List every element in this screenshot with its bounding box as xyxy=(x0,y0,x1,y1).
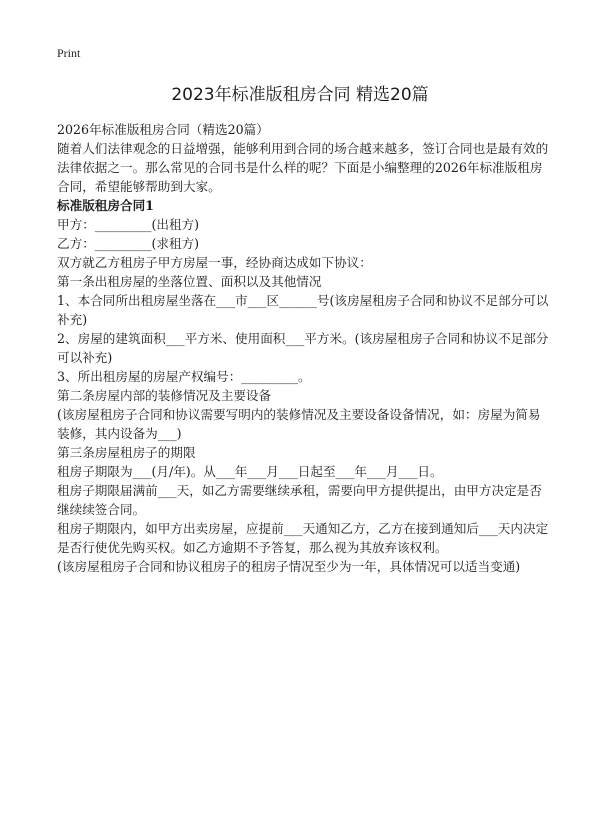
article-2-body: (该房屋租房子合同和协议需要写明内的装修情况及主要设备设备情况，如：房屋为简易装修，其内设备为___) xyxy=(57,407,541,441)
agreement-intro: 双方就乙方租房子甲方房屋一事，经协商达成如下协议： xyxy=(57,255,372,270)
document-title: 2023年标准版租房合同 精选20篇 xyxy=(171,85,429,105)
article-1-heading: 第一条出租房屋的坐落位置、面积以及其他情况 xyxy=(57,274,322,289)
article-3-sale-notice: 租房子期限内，如甲方出卖房屋，应提前___天通知乙方，乙方在接到通知后___天内决定是否行使优先购买权。如乙方逾期不予答复，那么视为其放弃该权利。 xyxy=(57,521,549,555)
article-3-note: (该房屋租房子合同和协议租房子的租房子情况至少为一年，具体情况可以适当变通) xyxy=(57,559,521,574)
article-3-term: 租房子期限为___(月/年)。从___年___月___日起至___年___月___日。 xyxy=(57,464,443,479)
article-3-renewal: 租房子期限届满前___天，如乙方需要继续承租，需要向甲方提供提出，由甲方决定是否继续续签合同。 xyxy=(57,483,542,517)
party-b-line: 乙方：_________(求租方) xyxy=(57,236,200,251)
article-1-item-3: 3、所出租房屋的房屋产权编号：_________。 xyxy=(57,369,311,384)
document-subtitle: 2026年标准版租房合同（精选20篇） xyxy=(57,122,269,137)
print-link[interactable]: Print xyxy=(57,46,81,60)
article-1-item-1: 1、本合同所出租房屋坐落在___市___区______号(该房屋租房子合同和协议不足部分可以补充) xyxy=(57,293,549,327)
article-2-heading: 第二条房屋内部的装修情况及主要设备 xyxy=(57,388,272,403)
section-heading: 标准版租房合同1 xyxy=(57,198,154,213)
party-a-line: 甲方：_________(出租方) xyxy=(57,217,200,232)
article-1-item-2: 2、房屋的建筑面积___平方米、使用面积___平方米。(该房屋租房子合同和协议不足部分可以补充) xyxy=(57,331,549,365)
intro-paragraph: 随着人们法律观念的日益增强，能够利用到合同的场合越来越多，签订合同也是最有效的法律依据之一。那么常见的合同书是什么样的呢？下面是小编整理的2026年标准版租房合同，希望能够帮助到大家。 xyxy=(57,141,549,194)
document-body xyxy=(57,120,549,576)
article-3-heading: 第三条房屋租房子的期限 xyxy=(57,445,196,460)
